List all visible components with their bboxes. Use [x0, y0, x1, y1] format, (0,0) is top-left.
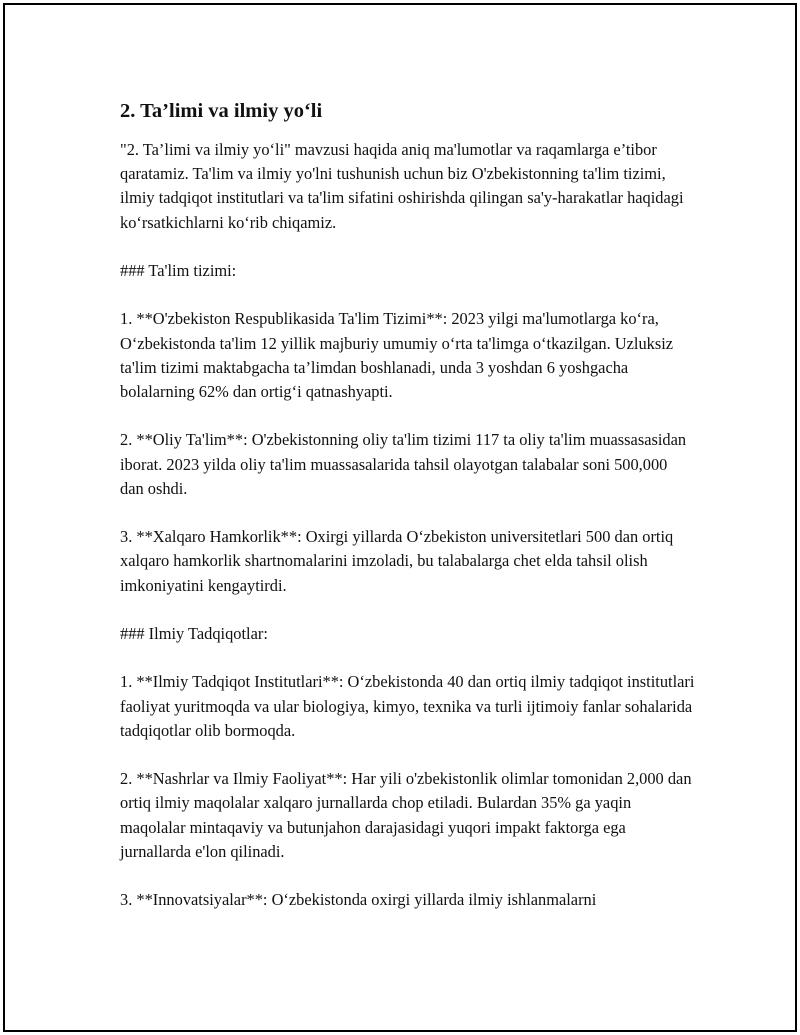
paragraph-tadqiqot-institutlari: 1. **Ilmiy Tadqiqot Institutlari**: O‘zbekistonda 40 dan ortiq ilmiy tadqiqot institutlari faoliyat yuritmoqda va ular biologiya, kimyo, texnika va turli ijtimoiy fanlar sohalarida tadqiqotlar olib bormoqda. [120, 672, 695, 740]
subheading-ilmiy-tadqiqotlar: ### Ilmiy Tadqiqotlar: [120, 623, 268, 643]
paragraph-innovatsiyalar: 3. **Innovatsiyalar**: O‘zbekistonda oxirgi yillarda ilmiy ishlanmalarni [120, 890, 597, 910]
subheading-talim-tizimi: ### Ta'lim tizimi: [120, 261, 237, 280]
paragraph-xalqaro-hamkorlik: 3. **Xalqaro Hamkorlik**: Oxirgi yillarda O‘zbekiston universitetlari 500 dan ortiq xalqaro hamkorlik shartnomalarini imzoladi, bu talabalarga chet elda tahsil olish imkoniyatini kengaytirdi. [120, 527, 674, 595]
document-body [120, 98, 695, 912]
paragraph-oliy-talim: 2. **Oliy Ta'lim**: O'zbekistonning oliy ta'lim tizimi 117 ta oliy ta'lim muassasasidan iborat. 2023 yilda oliy ta'lim muassasalarida tahsil olayotgan talabalar soni 500,000 dan oshdi. [120, 430, 687, 498]
paragraph-talim-tizimi: 1. **O'zbekiston Respublikasida Ta'lim Tizimi**: 2023 yilgi ma'lumotlarga ko‘ra, O‘zbekistonda ta'lim 12 yillik majburiy umumiy o‘rta ta'limga o‘tkazilgan. Uzluksiz ta'lim tizimi maktabgacha ta’limdan boshlanadi, unda 3 yoshdan 6 yoshgacha bolalarning 62% dan ortig‘i qatnashyapti. [120, 309, 674, 401]
section-heading: 2. Ta’limi va ilmiy yo‘li [120, 100, 323, 122]
paragraph-nashrlar: 2. **Nashrlar va Ilmiy Faoliyat**: Har yili o'zbekistonlik olimlar tomonidan 2,000 dan ortiq ilmiy maqolalar xalqaro jurnallarda chop etiladi. Bulardan 35% ga yaqin maqolalar mintaqaviy va butunjahon darajasidagi yuqori impakt faktorga ega jurnallarda e'lon qilinadi. [120, 769, 692, 861]
intro-paragraph: "2. Ta’limi va ilmiy yo‘li" mavzusi haqida aniq ma'lumotlar va raqamlarga e’tibor qaratamiz. Ta'lim va ilmiy yo'lni tushunish uchun biz O'zbekistonning ta'lim tizimi, ilmiy tadqiqot institutlari va ta'lim sifatini oshirishda qilingan sa'y-harakatlar haqidagi ko‘rsatkichlarni ko‘rib chiqamiz. [120, 140, 684, 232]
document-page [3, 3, 797, 1032]
